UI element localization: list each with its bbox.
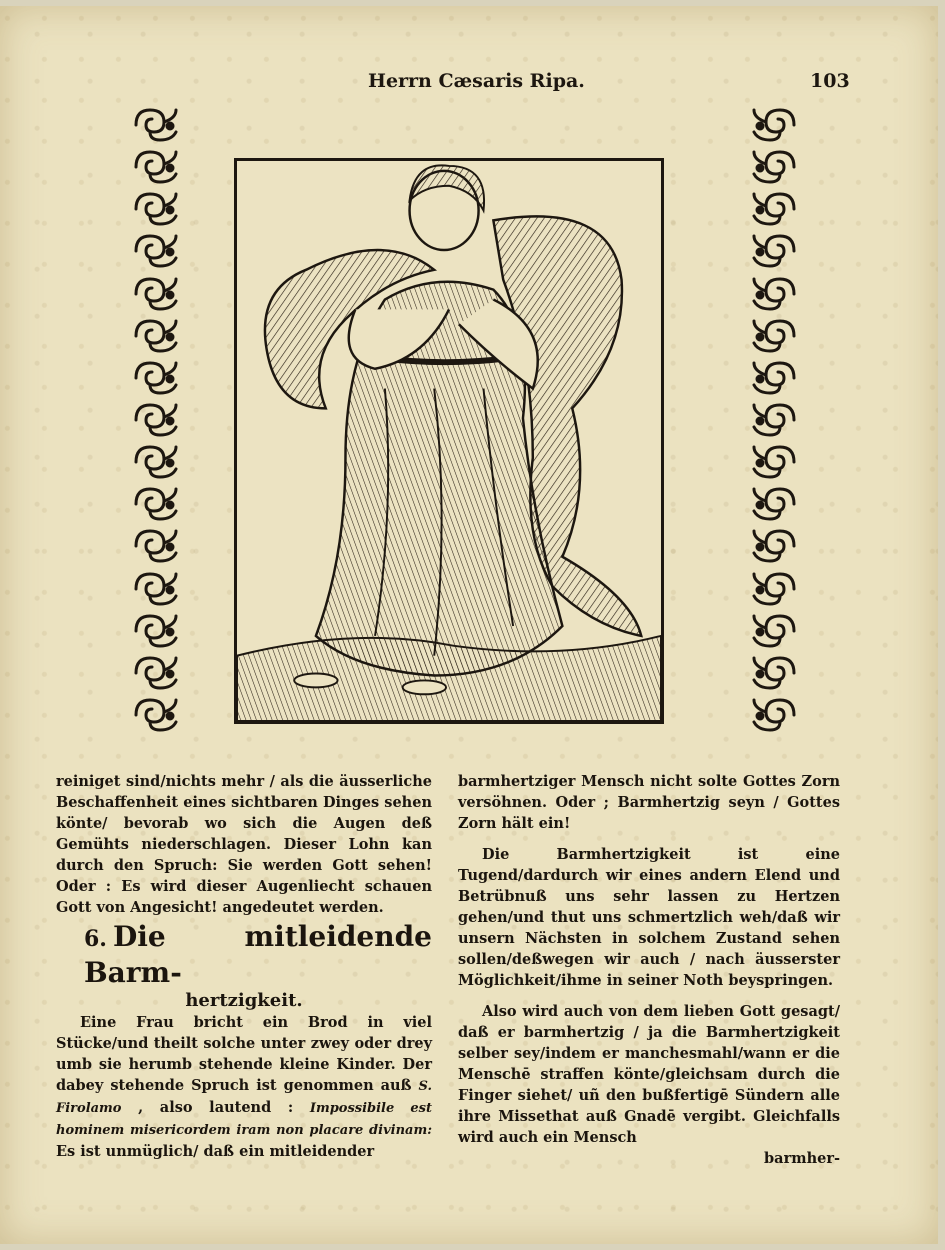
- right-text-column: [458, 771, 840, 1169]
- running-title: Herrn Cæsaris Ripa.: [368, 70, 585, 92]
- floral-ornament-icon: [748, 570, 800, 608]
- right-paragraph-1: barmhertziger Mensch nicht solte Gottes Zorn versöhnen. Oder ; Barmhertzig seyn / Gottes Zorn hält ein!: [458, 773, 840, 832]
- catchword: barmher-: [764, 1150, 840, 1167]
- right-paragraph-3: Also wird auch von dem lieben Gott gesagt/ daß er barmhertzig / ja die Barmhertzigkeit selber sey/indem er manchesmahl/wann er die Menschē straffen könte/gleichsam durch die Finger siehet/ uñ den bußfertigē Sündern alle ihre Missethat auß Gnadē vergibt. Gleichfalls wird auch ein Mensch: [458, 1003, 840, 1146]
- floral-ornament-icon: [748, 612, 800, 650]
- floral-ornament-icon: [130, 485, 182, 523]
- floral-ornament-icon: [748, 527, 800, 565]
- floral-ornament-icon: [748, 190, 800, 228]
- book-page: [0, 6, 938, 1244]
- floral-ornament-icon: [748, 359, 800, 397]
- floral-ornament-icon: [130, 275, 182, 313]
- latin-quotation: Impossibile est hominem misericordem iram non placare divinam:: [56, 1101, 432, 1138]
- floral-ornament-icon: [130, 401, 182, 439]
- woodcut-illustration: [234, 158, 664, 724]
- section-subtitle: hertzigkeit.: [185, 990, 303, 1011]
- floral-ornament-icon: [130, 232, 182, 270]
- floral-ornament-icon: [130, 612, 182, 650]
- floral-ornament-icon: [748, 485, 800, 523]
- section-number: 6.: [84, 926, 107, 952]
- floral-ornament-icon: [748, 148, 800, 186]
- floral-ornament-icon: [130, 106, 182, 144]
- floral-ornament-icon: [130, 443, 182, 481]
- section-heading: [84, 920, 432, 990]
- right-paragraph-2: Die Barmhertzigkeit ist eine Tugend/dardurch wir eines andern Elend und Betrübnuß uns sehr lassen zu Hertzen gehen/und thut uns schmertzlich weh/daß wir unsern Nächsten in solchem Zustand sehen sollen/deßwegen wir auch / nach äusserster Möglichkeit/ihme in seiner Noth beyspringen.: [458, 846, 840, 989]
- left-paragraph-2-c: Es ist unmüglich/ daß ein mitleidender: [56, 1143, 375, 1160]
- floral-ornament-icon: [748, 232, 800, 270]
- floral-ornament-icon: [748, 401, 800, 439]
- floral-ornament-icon: [130, 317, 182, 355]
- floral-ornament-icon: [748, 275, 800, 313]
- floral-ornament-icon: [130, 696, 182, 734]
- floral-ornament-icon: [748, 443, 800, 481]
- floral-ornament-icon: [130, 527, 182, 565]
- left-paragraph-1: reiniget sind/nichts mehr / als die äusserliche Beschaffenheit eines sichtbaren Dinges sehen könte/ bevorab wo sich die Augen deß Gemühts niederschlagen. Dieser Lohn kan durch den Spruch: Sie werden Gott sehen! Oder : Es wird dieser Augenliecht schauen Gott von Angesicht! angedeutet werden.: [56, 773, 432, 916]
- right-ornamental-border: [746, 106, 802, 734]
- woodcut-figure-icon: [237, 161, 661, 721]
- floral-ornament-icon: [130, 190, 182, 228]
- left-paragraph-2-b: , also lautend :: [121, 1099, 310, 1116]
- left-text-column: [56, 771, 432, 1162]
- floral-ornament-icon: [130, 148, 182, 186]
- floral-ornament-icon: [748, 696, 800, 734]
- page-number: 103: [810, 70, 850, 92]
- floral-ornament-icon: [130, 359, 182, 397]
- left-ornamental-border: [128, 106, 184, 734]
- left-paragraph-2-a: Eine Frau bricht ein Brod in viel Stücke/und theilt solche unter zwey oder drey umb sie herumb stehende kleine Kinder. Der dabey stehende Spruch ist genommen auß: [56, 1014, 432, 1094]
- left-paragraph-2: [56, 1012, 432, 1162]
- floral-ornament-icon: [748, 654, 800, 692]
- floral-ornament-icon: [748, 317, 800, 355]
- floral-ornament-icon: [130, 654, 182, 692]
- floral-ornament-icon: [130, 570, 182, 608]
- source-name: S. Firolamo: [56, 1079, 432, 1116]
- floral-ornament-icon: [748, 106, 800, 144]
- section-title: Die mitleidende Barm-: [84, 920, 432, 989]
